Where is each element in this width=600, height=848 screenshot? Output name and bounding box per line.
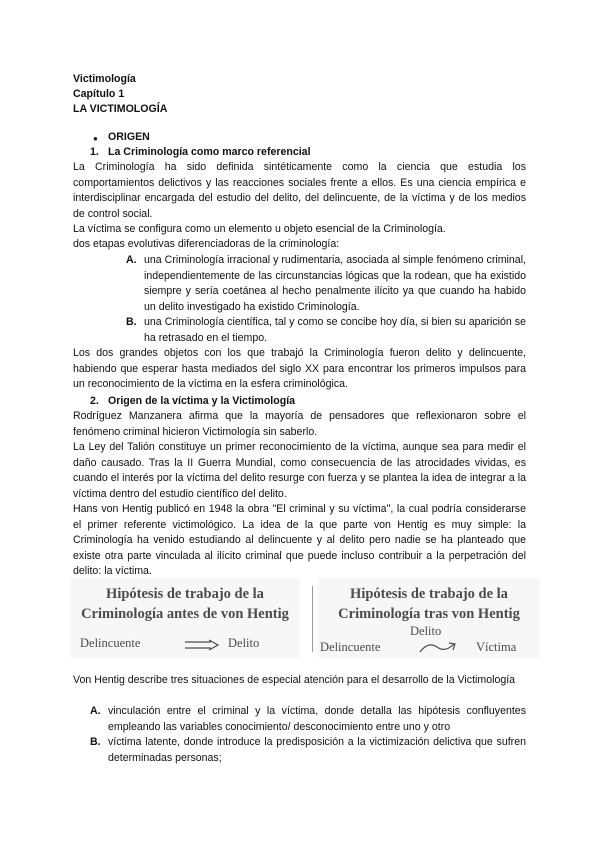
heading-1-number: 1.: [90, 146, 99, 158]
bullet-icon: ●: [93, 134, 98, 143]
right-arrow-icon: [184, 639, 220, 651]
figure-left-panel: [70, 578, 300, 658]
origin-bullet-label: ORIGEN: [108, 131, 150, 143]
document-title: Victimología: [73, 73, 136, 85]
figure-right-victima: Víctima: [476, 640, 517, 654]
paragraph-von-hentig: Hans von Hentig publicó en 1948 la obra "El criminal y su víctima", la cual podría considerarse el primer referente victimológico. La idea de la que parte von Hentig es muy simple: la Criminología ha venido estudiando al delincuente y al delito pero nadie se ha planteado que existe otra parte vinculada al ilícito criminal que puede incluso contribuir a la perpetración del delito: la víctima.: [73, 503, 526, 578]
list-item-vinculacion: vinculación entre el criminal y la víctima, donde detalla las hipótesis confluyentes empleando las variables conocimiento/ desconocimiento entre uno y otro: [108, 705, 526, 733]
figure-divider: [312, 586, 313, 652]
paragraph-objetos: Los dos grandes objetos con los que trabajó la Criminología fueron delito y delincuente, habiendo que esperar hasta mediados del siglo XX para encontrar los primeros impulsos para un reconocimiento de la víctima en la esfera criminológica.: [73, 347, 526, 391]
paragraph-dos-etapas: dos etapas evolutivas diferenciadoras de la criminología:: [73, 238, 340, 250]
list-marker-b: B.: [126, 316, 137, 328]
figure-left-title-2: Criminología antes de von Hentig: [81, 606, 289, 622]
figure-right-panel: [318, 578, 540, 658]
figure-right-title-2: Criminología tras von Hentig: [338, 606, 520, 622]
paragraph-criminologia-definicion: La Criminología ha sido definida sintéticamente como la ciencia que estudia los comportamientos delictivos y las reacciones sociales frente a ellos. Es una ciencia empírica e interdisciplinar encargada del estudio del delito, del delincuente, de la víctima y de los medios de control social.: [73, 161, 526, 220]
figure-right-title-1: Hipótesis de trabajo de la: [350, 586, 508, 602]
figure-left-delito: Delito: [228, 636, 260, 650]
paragraph-manzanera: Rodríguez Manzanera afirma que la mayoría de pensadores que reflexionaron sobre el fenómeno criminal hicieron Victimología sin saberlo.: [73, 410, 526, 438]
curved-arrow-icon: [418, 640, 458, 654]
figure-right-delincuente: Delincuente: [320, 640, 381, 654]
heading-2-number: 2.: [90, 395, 99, 407]
list-item-a: una Criminología irracional y rudimentaria, asociada al simple fenómeno criminal, independientemente de las circunstancias lógicas que la rodean, que ha existido siempre y sería coetánea al hecho penalmente ilícito ya que cuando ha habido un delito investigado ha existido Criminología.: [144, 254, 526, 313]
figure-left-title-1: Hipótesis de trabajo de la: [106, 586, 264, 602]
figure-right-delito: Delito: [410, 624, 442, 638]
list-item-victima-latente: víctima latente, donde introduce la predisposición a la victimización delictiva que sufren determinadas personas;: [108, 736, 526, 764]
paragraph-talion: La Ley del Talión constituye un primer reconocimiento de la víctima, aunque sea para medir el daño causado. Tras la II Guerra Mundial, como consecuencia de las atrocidades vividas, es cuando el interés por la víctima del delito resurge con fuerza y se plantea la idea de integrar a la víctima dentro del estudio científico del delito.: [73, 441, 526, 500]
heading-2: Origen de la víctima y la Victimología: [108, 395, 296, 407]
figure-left-delincuente: Delincuente: [80, 636, 141, 650]
chapter-label: Capítulo 1: [73, 88, 125, 100]
list-marker-a-2: A.: [90, 705, 101, 717]
paragraph-victima-elemento: La víctima se configura como un elemento u objeto esencial de la Criminología.: [73, 223, 446, 235]
chapter-subtitle: LA VICTIMOLOGÍA: [73, 103, 168, 115]
paragraph-tres-situaciones: Von Hentig describe tres situaciones de especial atención para el desarrollo de la Victimología: [73, 674, 516, 686]
heading-1: La Criminología como marco referencial: [108, 146, 311, 158]
list-marker-a: A.: [126, 254, 137, 266]
list-item-b: una Criminología científica, tal y como se concibe hoy día, si bien su aparición se ha retrasado en el tiempo.: [144, 316, 526, 344]
list-marker-b-2: B.: [90, 736, 101, 748]
